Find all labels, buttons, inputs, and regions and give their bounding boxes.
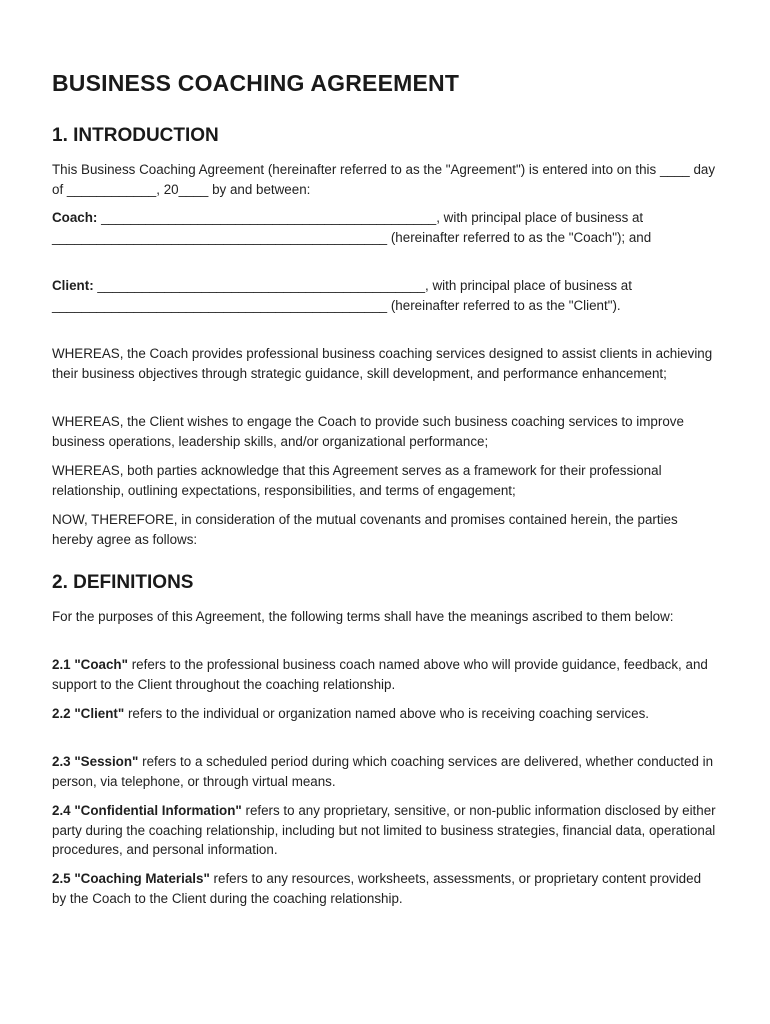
definition-text: refers to any resources, worksheets, assessments, or proprietary content provided by the Coach to the Client during the coaching relationship. xyxy=(52,871,702,906)
definition-term: 2.2 "Client" xyxy=(52,706,125,721)
whereas-paragraph-3: WHEREAS, both parties acknowledge that this Agreement serves as a framework for their professional relationship, outlining expectations, responsibilities, and terms of engagement; xyxy=(52,463,662,498)
definition-client xyxy=(52,704,718,724)
definition-term: 2.1 "Coach" xyxy=(52,657,128,672)
definition-coaching-materials xyxy=(52,869,718,908)
client-text: ____________________________________________, with principal place of business at _____________________________________________ (hereinafter referred to as the "Client"). xyxy=(52,278,632,313)
definitions-intro: For the purposes of this Agreement, the following terms shall have the meanings ascribed to them below: xyxy=(52,609,674,624)
document-title: BUSINESS COACHING AGREEMENT xyxy=(52,70,460,96)
definition-coach xyxy=(52,655,718,694)
definition-text: refers to the professional business coach named above who will provide guidance, feedback, and support to the Client throughout the coaching relationship. xyxy=(52,657,708,692)
whereas-paragraph-1: WHEREAS, the Coach provides professional business coaching services designed to assist clients in achieving their business objectives through strategic guidance, skill development, and performance enhancement; xyxy=(52,346,713,381)
definition-term: 2.3 "Session" xyxy=(52,754,139,769)
section-1-heading: 1. INTRODUCTION xyxy=(52,125,219,146)
coach-label: Coach: xyxy=(52,210,98,225)
definition-term: 2.5 "Coaching Materials" xyxy=(52,871,210,886)
intro-paragraph: This Business Coaching Agreement (hereinafter referred to as the "Agreement") is entered into on this ____ day of ____________, 20____ by and between: xyxy=(52,162,716,197)
definition-text: refers to the individual or organization named above who is receiving coaching services. xyxy=(124,706,649,721)
definition-term: 2.4 "Confidential Information" xyxy=(52,803,242,818)
client-party-paragraph xyxy=(52,276,718,315)
whereas-paragraph-2: WHEREAS, the Client wishes to engage the Coach to provide such business coaching services to improve business operations, leadership skills, and/or organizational performance; xyxy=(52,414,684,449)
definition-session xyxy=(52,752,718,791)
client-label: Client: xyxy=(52,278,94,293)
definition-text: refers to any proprietary, sensitive, or non-public information disclosed by either party during the coaching relationship, including but not limited to business strategies, financial data, operational procedures, and personal information. xyxy=(52,803,716,857)
definition-confidential-information xyxy=(52,801,718,860)
now-therefore-paragraph: NOW, THEREFORE, in consideration of the mutual covenants and promises contained herein, the parties hereby agree as follows: xyxy=(52,512,678,547)
coach-party-paragraph xyxy=(52,208,718,247)
coach-text: _____________________________________________, with principal place of business at _____________________________________________ (hereinafter referred to as the "Coach"); and xyxy=(52,210,652,245)
section-2-heading: 2. DEFINITIONS xyxy=(52,572,194,593)
definition-text: refers to a scheduled period during which coaching services are delivered, whether conducted in person, via telephone, or through virtual means. xyxy=(52,754,714,789)
